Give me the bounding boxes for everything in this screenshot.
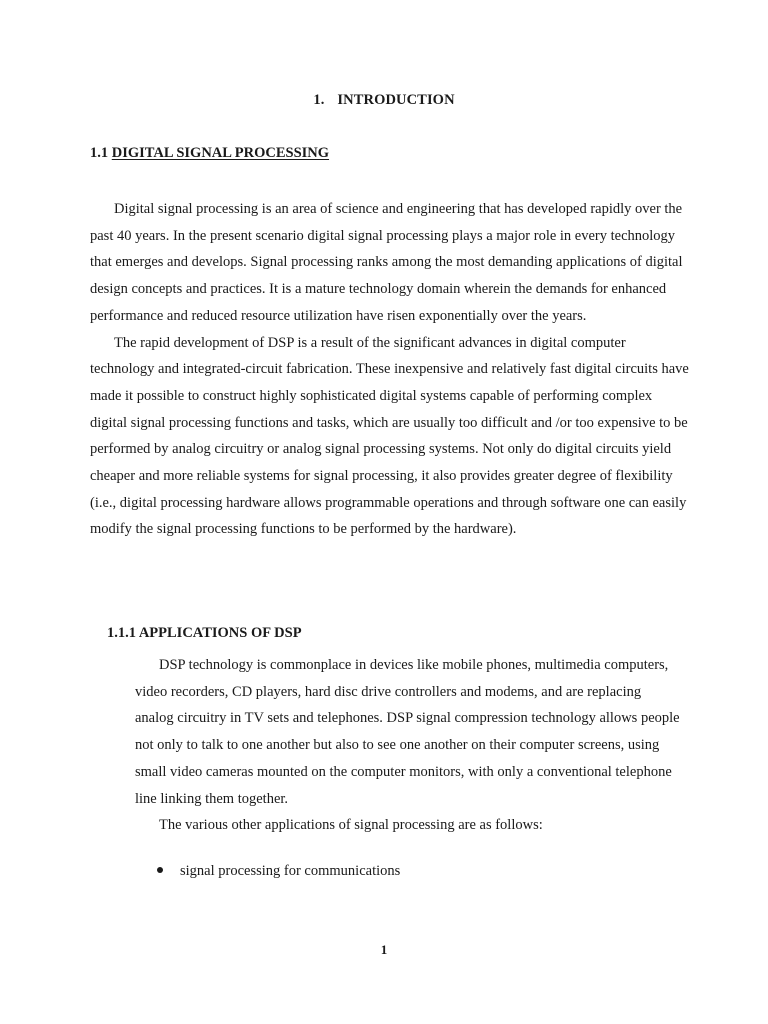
page-number: 1 [380, 942, 388, 957]
section-number: 1.1 [90, 145, 109, 161]
section-heading [90, 145, 329, 162]
chapter-number: 1. [313, 92, 325, 108]
section-title: DIGITAL SIGNAL PROCESSING [111, 145, 330, 161]
paragraph: Digital signal processing is an area of science and engineering that has developed rapidly over the past 40 years. In the present scenario digital signal processing plays a major role in every technology that emerges and develops. Signal processing ranks among the most demanding applications of digital design concepts and practices. It is a mature technology domain wherein the demands for enhanced performance and reduced resource utilization have risen exponentially over the years. [90, 201, 683, 324]
chapter-title [0, 92, 768, 109]
list-item-text: signal processing for communications [180, 863, 401, 879]
subsection-heading: 1.1.1 APPLICATIONS OF DSP [107, 625, 302, 641]
paragraph: The various other applications of signal processing are as follows: [159, 817, 543, 834]
paragraph: DSP technology is commonplace in devices like mobile phones, multimedia computers, video recorders, CD players, hard disc drive controllers and modems, and are replacing analog circuitry in TV sets and telephones. DSP signal compression technology allows people not only to talk to one another but also to see one another on their computer screens, using small video cameras mounted on the computer monitors, with only a conventional telephone line linking them together. [135, 657, 680, 807]
section-body [90, 196, 690, 543]
chapter-title-text: INTRODUCTION [337, 92, 455, 108]
applications-list [155, 858, 400, 884]
paragraph: The rapid development of DSP is a result of the significant advances in digital computer technology and integrated-circuit fabrication. These inexpensive and relatively fast digital circuits have made it possible to construct highly sophisticated digital systems capable of performing complex digital signal processing functions and tasks, which are usually too difficult and /or too expensive to be performed by analog circuitry or analog signal processing systems. Not only do digital circuits yield cheaper and more reliable systems for signal processing, it also provides greater degree of flexibility (i.e., digital processing hardware allows programmable operations and through software one can easily modify the signal processing functions to be performed by the hardware). [90, 334, 689, 538]
subsection-body [135, 652, 683, 839]
list-item [155, 858, 400, 884]
bullet-icon [157, 867, 163, 873]
